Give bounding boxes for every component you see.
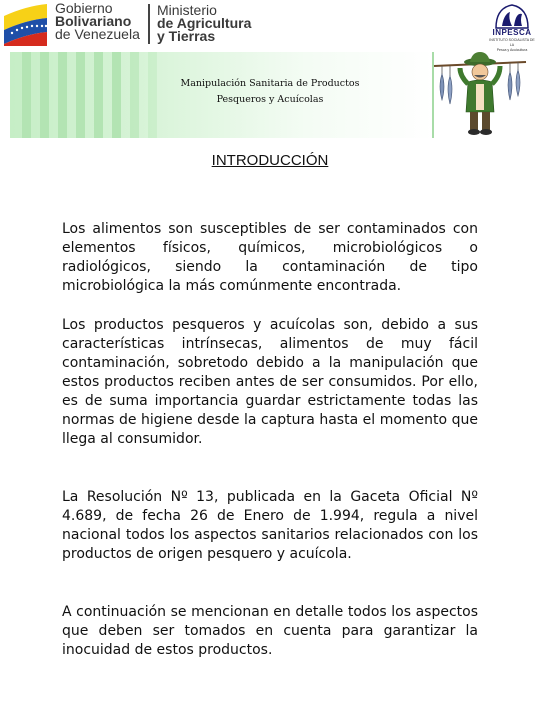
ministerio-line-1: Ministerio bbox=[157, 2, 217, 18]
paragraph-4: A continuación se mencionan en detalle todos los aspectos que deben ser tomados en cuenta para garantizar la inocuidad de estos productos. bbox=[62, 604, 478, 658]
section-heading: INTRODUCCIÓN bbox=[211, 152, 329, 169]
gobierno-line-3: de Venezuela bbox=[55, 26, 140, 42]
banner-title bbox=[120, 76, 420, 108]
banner-title-line-2: Pesqueros y Acuícolas bbox=[216, 94, 324, 105]
venezuela-flag-logo bbox=[2, 2, 49, 46]
paragraph-2: Los productos pesqueros y acuícolas son, debido a sus características intrínsecas, alimentos de muy fácil contaminación, sobretodo debido a la manipulación que estos productos reciben antes de ser consumidos. Por ello, es de suma importancia guardar estrictamente todas las normas de higiene desde la captura hasta el momento que llega al consumidor. bbox=[62, 317, 478, 447]
inpesca-sub-line-1: INSTITUTO SOCIALISTA DE LA bbox=[489, 38, 535, 47]
paragraph-3: La Resolución Nº 13, publicada en la Gaceta Oficial Nº 4.689, de fecha 26 de Enero de 1.994, regula a nivel nacional todos los aspectos sanitarios relacionados con los productos de origen pesquero y acuícola. bbox=[62, 489, 478, 562]
banner-title-line-1: Manipulación Sanitaria de Productos bbox=[180, 78, 360, 89]
fish-vendor-illustration bbox=[430, 50, 530, 142]
inpesca-name: INPESCA bbox=[492, 28, 532, 37]
gobierno-line-1: Gobierno bbox=[55, 0, 113, 16]
paragraph-1: Los alimentos son susceptibles de ser contaminados con elementos físicos, químicos, microbiológicos o radiológicos, siendo la contaminación de tipo microbiológica la más comúnmente encontrada. bbox=[62, 221, 478, 294]
ministerio-line-3: y Tierras bbox=[157, 28, 216, 44]
inpesca-sub-line-2: Pesca y Acuicultura bbox=[496, 48, 528, 52]
gobierno-line-2: Bolivariano bbox=[55, 13, 132, 29]
ministerio-line-2: de Agricultura bbox=[157, 15, 252, 31]
logo-divider bbox=[148, 4, 150, 44]
ministerio-logo-text bbox=[157, 4, 251, 43]
gobierno-logo-text bbox=[55, 2, 140, 41]
